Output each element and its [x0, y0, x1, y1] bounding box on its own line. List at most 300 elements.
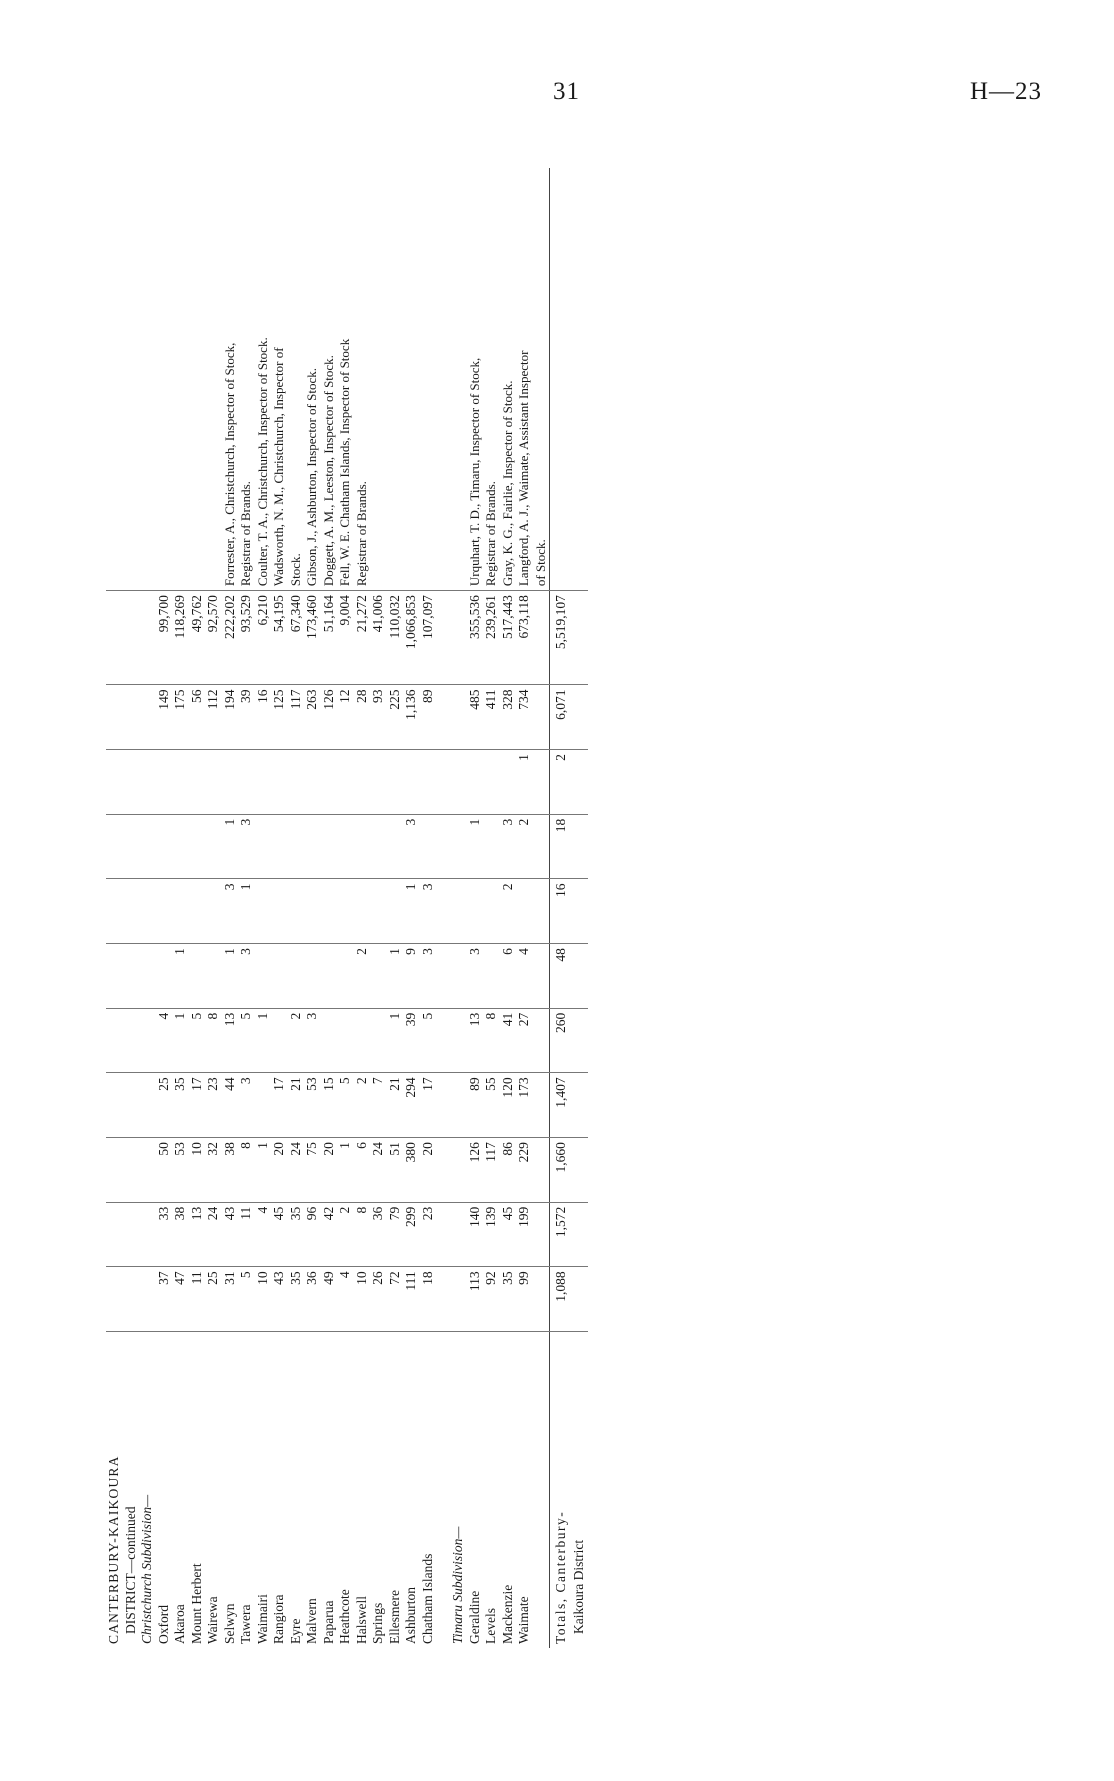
cell-c7 [304, 879, 321, 944]
cell-c10: 734 [516, 685, 533, 750]
cell-c11: 67,340 [288, 591, 305, 685]
cell-c5: 27 [516, 1008, 533, 1073]
cell-c4: 17 [189, 1073, 206, 1138]
cell-c10: 1,136 [403, 685, 420, 750]
cell-c4: 7 [370, 1073, 387, 1138]
cell-c6: 1 [387, 944, 404, 1009]
cell-c3: 380 [403, 1138, 420, 1203]
cell-c1: 92 [483, 1267, 500, 1332]
cell-c8 [156, 814, 173, 879]
inspector-line [156, 168, 173, 591]
cell-c8 [205, 814, 222, 879]
district-title-row [106, 168, 123, 1648]
row-name: Ellesmere [386, 1590, 402, 1644]
cell-c3: 6 [354, 1138, 371, 1203]
row-name: Oxford [155, 1605, 171, 1644]
cell-c10: 56 [189, 685, 206, 750]
cell-c9 [387, 750, 404, 815]
cell-c1: 37 [156, 1267, 173, 1332]
cell-c3: 229 [516, 1138, 533, 1203]
table-row [238, 168, 255, 1648]
subdivision-row [450, 168, 467, 1648]
row-name: Halswell [353, 1596, 369, 1644]
cell-c10: 225 [387, 685, 404, 750]
cell-c4: 55 [483, 1073, 500, 1138]
cell-c1: 11 [189, 1267, 206, 1332]
cell-c9 [288, 750, 305, 815]
cell-c2: 42 [321, 1202, 338, 1267]
row-name: Levels [483, 1608, 498, 1644]
inspector-line [172, 168, 189, 591]
cell-c2: 23 [420, 1202, 437, 1267]
cell-c9 [156, 750, 173, 815]
table-row [354, 168, 371, 1648]
cell-c8 [271, 814, 288, 879]
cell-c7: 3 [222, 879, 239, 944]
cell-c5: 3 [304, 1008, 321, 1073]
totals-label [550, 1332, 572, 1648]
cell-c2: 8 [354, 1202, 371, 1267]
table-row [156, 168, 173, 1648]
cell-c2: 45 [500, 1202, 517, 1267]
table-row [222, 168, 239, 1648]
inspector-line: of Stock. [533, 168, 550, 591]
table-row [500, 168, 517, 1648]
cell-c6 [370, 944, 387, 1009]
inspector-line: Registrar of Brands. [483, 168, 500, 591]
row-name: Mount Herbert [188, 1563, 204, 1644]
cell-c5: 4 [156, 1008, 173, 1073]
cell-c3: 51 [387, 1138, 404, 1203]
cell-c5 [337, 1008, 354, 1073]
cell-c1: 36 [304, 1267, 321, 1332]
cell-c4: 294 [403, 1073, 420, 1138]
cell-c6 [255, 944, 272, 1009]
cell-c11: 21,272 [354, 591, 371, 685]
row-name: Geraldine [466, 1590, 482, 1644]
cell-c10: 89 [420, 685, 437, 750]
row-name: Akaroa [172, 1604, 187, 1644]
inspector-line: Fell, W. E. Chatham Islands, Inspector of Stock [337, 168, 354, 591]
cell-c2: 13 [189, 1202, 206, 1267]
cell-c7 [483, 879, 500, 944]
cell-c6 [337, 944, 354, 1009]
row-name: Tawera [238, 1604, 253, 1644]
cell-c5: 13 [467, 1008, 484, 1073]
cell-c6: 4 [516, 944, 533, 1009]
cell-c9 [500, 750, 517, 815]
cell-c11: 222,202 [222, 591, 239, 685]
cell-c11: 9,004 [337, 591, 354, 685]
cell-c4: 23 [205, 1073, 222, 1138]
table-row [205, 168, 222, 1648]
cell-c6 [156, 944, 173, 1009]
cell-c4: 17 [271, 1073, 288, 1138]
cell-c10: 117 [288, 685, 305, 750]
cell-c2: 199 [516, 1202, 533, 1267]
table-row [483, 168, 500, 1648]
cell-c1: 47 [172, 1267, 189, 1332]
cell-c9 [370, 750, 387, 815]
cell-c9 [255, 750, 272, 815]
inspector-line: Langford, A. J., Waimate, Assistant Inspector [516, 168, 533, 591]
spacer-row [571, 168, 588, 1648]
cell-c4: 53 [304, 1073, 321, 1138]
cell-c9 [205, 750, 222, 815]
cell-c1: 5 [238, 1267, 255, 1332]
cell-c6 [483, 944, 500, 1009]
cell-c1: 31 [222, 1267, 239, 1332]
subdivision-label: Timaru Subdivision— [450, 1526, 465, 1644]
cell-c8: 3 [238, 814, 255, 879]
cell-c1: 113 [467, 1267, 484, 1332]
cell-c7 [337, 879, 354, 944]
cell-c1: 43 [271, 1267, 288, 1332]
cell-c4: 25 [156, 1073, 173, 1138]
cell-c9: 1 [516, 750, 533, 815]
cell-c1: 99 [516, 1267, 533, 1332]
cell-c8 [288, 814, 305, 879]
cell-c5: 8 [205, 1008, 222, 1073]
cell-c11: 93,529 [238, 591, 255, 685]
row-name: Eyre [287, 1618, 303, 1644]
cell-c1: 4 [337, 1267, 354, 1332]
cell-c11: 517,443 [500, 591, 517, 685]
inspector-line: Urquhart, T. D., Timaru, Inspector of Stock, [467, 168, 484, 591]
table-row [467, 168, 484, 1648]
cell-c6: 3 [467, 944, 484, 1009]
cell-c11: 107,097 [420, 591, 437, 685]
cell-c6 [321, 944, 338, 1009]
inspector-line: Forrester, A., Christchurch, Inspector of Stock, [222, 168, 239, 591]
inspector-line [387, 168, 404, 591]
cell-c11: 6,210 [255, 591, 272, 685]
cell-c2: 36 [370, 1202, 387, 1267]
cell-c4: 44 [222, 1073, 239, 1138]
cell-c5 [370, 1008, 387, 1073]
cell-c1: 35 [288, 1267, 305, 1332]
table-row [271, 168, 288, 1648]
cell-c11: 92,570 [205, 591, 222, 685]
page-number: 31 [553, 78, 580, 105]
cell-c9 [271, 750, 288, 815]
cell-c8 [255, 814, 272, 879]
cell-c9 [321, 750, 338, 815]
inspector-line [420, 168, 437, 591]
cell-c7 [387, 879, 404, 944]
cell-c7 [172, 879, 189, 944]
cell-c7 [205, 879, 222, 944]
cell-c1: 26 [370, 1267, 387, 1332]
table-row [288, 168, 305, 1648]
table-row [403, 168, 420, 1648]
cell-c3: 1 [337, 1138, 354, 1203]
cell-c4 [255, 1073, 272, 1138]
cell-c3: 10 [189, 1138, 206, 1203]
cell-c3: 53 [172, 1138, 189, 1203]
total-c9: 2 [550, 750, 572, 815]
cell-c10: 149 [156, 685, 173, 750]
totals-row [550, 168, 572, 1648]
cell-c5 [271, 1008, 288, 1073]
cell-c7: 3 [420, 879, 437, 944]
cell-c4: 21 [288, 1073, 305, 1138]
row-name: Heathcote [337, 1589, 352, 1644]
cell-c8 [370, 814, 387, 879]
cell-c10: 194 [222, 685, 239, 750]
cell-c8 [483, 814, 500, 879]
cell-c1: 10 [354, 1267, 371, 1332]
stock-table-body [106, 168, 588, 1648]
cell-c2: 38 [172, 1202, 189, 1267]
cell-c3: 1 [255, 1138, 272, 1203]
cell-c2: 11 [238, 1202, 255, 1267]
cell-c1: 10 [255, 1267, 272, 1332]
cell-c6 [189, 944, 206, 1009]
cell-c9 [467, 750, 484, 815]
cell-c8 [387, 814, 404, 879]
cell-c3: 24 [288, 1138, 305, 1203]
cell-c5: 5 [420, 1008, 437, 1073]
row-name: Selwyn [221, 1603, 237, 1644]
cell-c10: 112 [205, 685, 222, 750]
cell-c10: 175 [172, 685, 189, 750]
cell-c2: 79 [387, 1202, 404, 1267]
total-c2: 1,572 [550, 1202, 572, 1267]
cell-c6: 6 [500, 944, 517, 1009]
cell-c6: 1 [172, 944, 189, 1009]
cell-c9 [354, 750, 371, 815]
row-name: Springs [370, 1602, 385, 1644]
inspector-line [205, 168, 222, 591]
row-name: Mackenzie [499, 1584, 515, 1644]
cell-c2: 33 [156, 1202, 173, 1267]
cell-c3: 117 [483, 1138, 500, 1203]
cell-c8: 1 [222, 814, 239, 879]
cell-c5: 8 [483, 1008, 500, 1073]
district-subtitle: DISTRICT—continued [122, 1506, 138, 1634]
cell-c11: 51,164 [321, 591, 338, 685]
total-c7: 16 [550, 879, 572, 944]
cell-c5: 5 [238, 1008, 255, 1073]
cell-c4: 35 [172, 1073, 189, 1138]
cell-c9 [304, 750, 321, 815]
cell-c5: 1 [172, 1008, 189, 1073]
table-row [370, 168, 387, 1648]
cell-c9 [337, 750, 354, 815]
cell-c1: 72 [387, 1267, 404, 1332]
total-c4: 1,407 [550, 1073, 572, 1138]
cell-c6 [271, 944, 288, 1009]
total-c6: 48 [550, 944, 572, 1009]
total-c5: 260 [550, 1008, 572, 1073]
subdivision-christchurch: Christchurch Subdivision— [139, 1494, 154, 1644]
cell-c2: 139 [483, 1202, 500, 1267]
cell-c7 [189, 879, 206, 944]
total-c1: 1,088 [550, 1267, 572, 1332]
cell-c3: 38 [222, 1138, 239, 1203]
spacer-row [533, 168, 550, 1648]
cell-c11: 239,261 [483, 591, 500, 685]
cell-c3: 20 [420, 1138, 437, 1203]
cell-c2: 24 [205, 1202, 222, 1267]
cell-c8: 2 [516, 814, 533, 879]
cell-c4: 2 [354, 1073, 371, 1138]
inspector-line: Gibson, J., Ashburton, Inspector of Stock. [304, 168, 321, 591]
cell-c10: 16 [255, 685, 272, 750]
table-row [420, 168, 437, 1648]
table-row [304, 168, 321, 1648]
spacer [436, 1332, 450, 1648]
cell-c3: 8 [238, 1138, 255, 1203]
inspector-line: Wadsworth, N. M., Christchurch, Inspector of [271, 168, 288, 591]
cell-c11: 1,066,853 [403, 591, 420, 685]
cell-c8: 1 [467, 814, 484, 879]
cell-c11: 173,460 [304, 591, 321, 685]
cell-c7 [467, 879, 484, 944]
cell-c3: 75 [304, 1138, 321, 1203]
cell-c8 [354, 814, 371, 879]
cell-c11: 49,762 [189, 591, 206, 685]
district-title: CANTERBURY-KAIKOURA [106, 1455, 121, 1644]
cell-c5: 2 [288, 1008, 305, 1073]
cell-c6: 2 [354, 944, 371, 1009]
cell-c5: 39 [403, 1008, 420, 1073]
cell-c11: 118,269 [172, 591, 189, 685]
cell-c1: 25 [205, 1267, 222, 1332]
cell-c9 [238, 750, 255, 815]
cell-c1: 18 [420, 1267, 437, 1332]
cell-c7 [255, 879, 272, 944]
cell-c5: 1 [387, 1008, 404, 1073]
totals-label-line-2: Kaikoura District [571, 1539, 586, 1634]
inspector-line: Stock. [288, 168, 305, 591]
cell-c10: 93 [370, 685, 387, 750]
cell-c4: 5 [337, 1073, 354, 1138]
cell-c11: 673,118 [516, 591, 533, 685]
cell-c8 [172, 814, 189, 879]
cell-c8 [337, 814, 354, 879]
cell-c7 [516, 879, 533, 944]
cell-c7 [321, 879, 338, 944]
row-name: Chatham Islands [419, 1553, 435, 1644]
cell-c10: 12 [337, 685, 354, 750]
cell-c2: 43 [222, 1202, 239, 1267]
cell-c3: 32 [205, 1138, 222, 1203]
cell-c7: 1 [403, 879, 420, 944]
cell-c3: 126 [467, 1138, 484, 1203]
cell-c3: 24 [370, 1138, 387, 1203]
cell-c1: 111 [403, 1267, 420, 1332]
stock-table [106, 168, 588, 1648]
inspector-line [403, 168, 420, 591]
cell-c2: 140 [467, 1202, 484, 1267]
inspector-line: Doggett, A. M., Leeston, Inspector of Stock. [321, 168, 338, 591]
cell-c7: 2 [500, 879, 517, 944]
cell-c5: 41 [500, 1008, 517, 1073]
cell-c9 [222, 750, 239, 815]
cell-c5: 13 [222, 1008, 239, 1073]
total-c3: 1,660 [550, 1138, 572, 1203]
cell-c8: 3 [500, 814, 517, 879]
cell-c2: 35 [288, 1202, 305, 1267]
cell-c4: 173 [516, 1073, 533, 1138]
cell-c2: 2 [337, 1202, 354, 1267]
spacer-row [436, 168, 450, 1648]
rotated-table-container [106, 168, 586, 1648]
cell-c2: 4 [255, 1202, 272, 1267]
row-name: Waimate [516, 1596, 531, 1644]
cell-c11: 99,700 [156, 591, 173, 685]
cell-c8 [321, 814, 338, 879]
cell-c9 [420, 750, 437, 815]
cell-c6: 3 [420, 944, 437, 1009]
cell-c7 [288, 879, 305, 944]
cell-c11: 355,536 [467, 591, 484, 685]
inspector-line [370, 168, 387, 591]
cell-c10: 485 [467, 685, 484, 750]
cell-c10: 39 [238, 685, 255, 750]
cell-c10: 411 [483, 685, 500, 750]
cell-c3: 50 [156, 1138, 173, 1203]
row-name: Malvern [304, 1598, 319, 1644]
cell-c7 [370, 879, 387, 944]
cell-c8 [304, 814, 321, 879]
cell-c7 [156, 879, 173, 944]
subdivision-christchurch-row [139, 168, 156, 1648]
cell-c1: 35 [500, 1267, 517, 1332]
cell-c2: 96 [304, 1202, 321, 1267]
table-row [189, 168, 206, 1648]
cell-c5 [321, 1008, 338, 1073]
district-subtitle-row [123, 168, 140, 1648]
cell-c11: 110,032 [387, 591, 404, 685]
table-row [516, 168, 533, 1648]
cell-c5: 1 [255, 1008, 272, 1073]
cell-c10: 28 [354, 685, 371, 750]
inspector-line: Coulter, T. A., Christchurch, Inspector of Stock. [255, 168, 272, 591]
row-name: Rangiora [271, 1594, 286, 1644]
cell-c6 [304, 944, 321, 1009]
cell-c1: 49 [321, 1267, 338, 1332]
row-name: Paparua [320, 1600, 336, 1644]
total-c11: 5,519,107 [550, 591, 572, 685]
cell-c10: 263 [304, 685, 321, 750]
cell-c11: 54,195 [271, 591, 288, 685]
table-row [172, 168, 189, 1648]
cell-c5 [354, 1008, 371, 1073]
cell-c2: 45 [271, 1202, 288, 1267]
cell-c8 [420, 814, 437, 879]
total-c8: 18 [550, 814, 572, 879]
totals-label-line-1: Totals, Canterbury- [553, 1510, 568, 1644]
cell-c9 [189, 750, 206, 815]
page-reference: H—23 [970, 78, 1043, 105]
cell-c3: 86 [500, 1138, 517, 1203]
table-row [321, 168, 338, 1648]
inspector-line: Registrar of Brands. [238, 168, 255, 591]
row-name: Ashburton [403, 1587, 418, 1644]
inspector-line [189, 168, 206, 591]
row-name: Waimairi [254, 1594, 270, 1644]
cell-c9 [172, 750, 189, 815]
spacer [533, 1332, 550, 1648]
cell-c8 [189, 814, 206, 879]
cell-c6: 3 [238, 944, 255, 1009]
cell-c11: 41,006 [370, 591, 387, 685]
cell-c3: 20 [271, 1138, 288, 1203]
cell-c2: 299 [403, 1202, 420, 1267]
